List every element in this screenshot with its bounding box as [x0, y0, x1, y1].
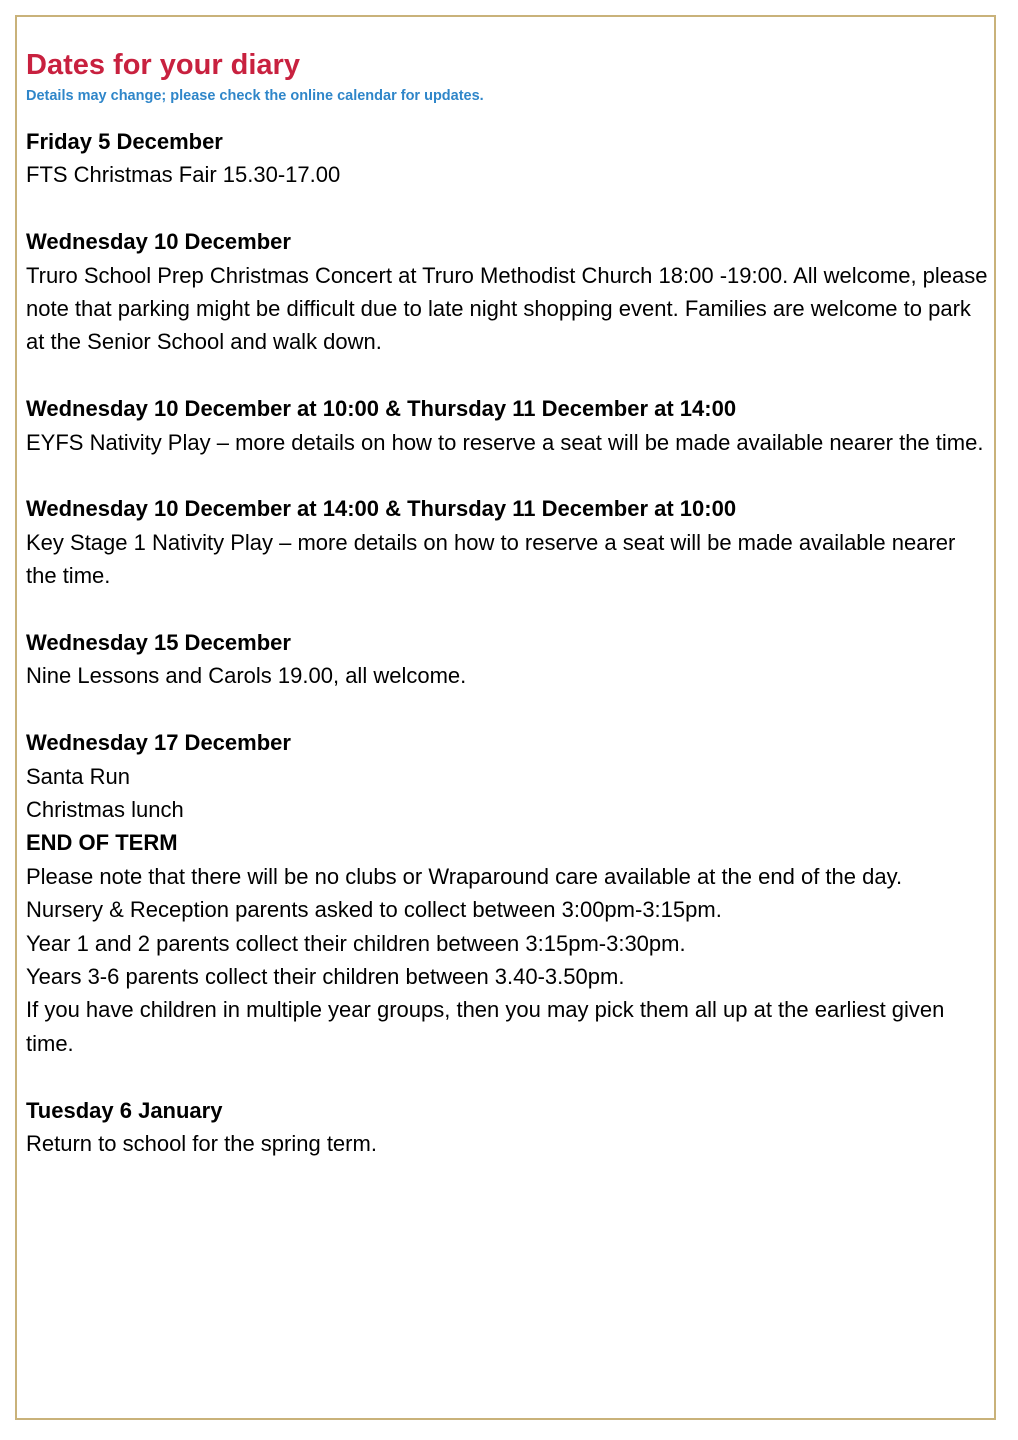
event-date-heading: Tuesday 6 January [26, 1097, 223, 1123]
event-emphasis-line: END OF TERM [26, 830, 178, 856]
event-detail-line: FTS Christmas Fair 15.30-17.00 [26, 162, 341, 188]
event-detail-line: Santa Run [26, 763, 130, 789]
event-detail-line: Year 1 and 2 parents collect their children between 3:15pm-3:30pm. [26, 930, 686, 956]
event-detail-line: EYFS Nativity Play – more details on how to reserve a seat will be made available nearer the time. [26, 429, 984, 455]
event-date-heading: Wednesday 15 December [26, 630, 291, 656]
event-detail-line: If you have children in multiple year groups, then you may pick them all up at the earliest given time. [26, 997, 945, 1056]
event-detail-line: Nursery & Reception parents asked to collect between 3:00pm-3:15pm. [26, 897, 722, 923]
event-detail-line: Christmas lunch [26, 797, 184, 823]
event-date-heading: Wednesday 17 December [26, 730, 291, 756]
event-date-heading: Friday 5 December [26, 129, 223, 154]
event-item [26, 125, 990, 192]
event-detail-line: Please note that there will be no clubs or Wraparound care available at the end of the day. [26, 863, 903, 889]
page-title: Dates for your diary [26, 49, 300, 81]
event-detail-line: Return to school for the spring term. [26, 1131, 377, 1157]
page-subtitle: Details may change; please check the online calendar for updates. [26, 88, 484, 104]
event-item [26, 492, 990, 592]
event-item [26, 626, 990, 693]
event-list [26, 125, 990, 1161]
event-date-heading: Wednesday 10 December at 14:00 & Thursday 11 December at 10:00 [26, 496, 737, 522]
event-item [26, 726, 990, 1060]
event-item [26, 392, 990, 459]
event-item [26, 1094, 990, 1161]
event-detail-line: Truro School Prep Christmas Concert at Truro Methodist Church 18:00 -19:00. All welcome, please note that parking might be difficult due to late night shopping event. Families are welcome to park at the Senior School and walk down. [26, 262, 988, 355]
event-item [26, 225, 990, 359]
diary-section [26, 46, 990, 1194]
event-detail-line: Key Stage 1 Nativity Play – more details on how to reserve a seat will be made available nearer the time. [26, 529, 956, 589]
event-detail-line: Nine Lessons and Carols 19.00, all welcome. [26, 663, 467, 689]
event-detail-line: Years 3-6 parents collect their children between 3.40-3.50pm. [26, 964, 625, 990]
event-date-heading: Wednesday 10 December [26, 229, 291, 255]
event-date-heading: Wednesday 10 December at 10:00 & Thursday 11 December at 14:00 [26, 396, 737, 422]
